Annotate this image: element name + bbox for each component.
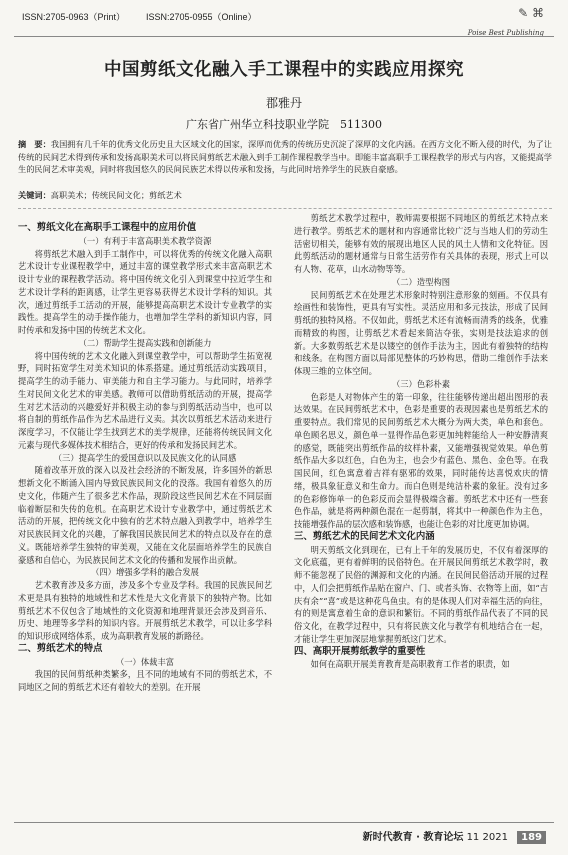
right-column	[294, 212, 548, 671]
article-title: 中国剪纸文化融入手工课程中的实践应用探究	[104, 60, 464, 80]
abstract-text: 我国拥有几千年的优秀文化历史且大区域文化的国家，深厚而优秀的传统历史沉淀了深厚的文化内涵。在西方文化不断入侵的时代，为了让传统的民间艺术得到传承和发扬高职美术可以将民间剪纸艺术融入到手工制作课程教学当中。即能丰富高职手工课程教学的形式与内容，又能提高学生的民间艺术审美观，同时将我国悠久的民间民族艺术得以传承和发扬，与此同时培养学生的民族自豪感。	[18, 139, 552, 175]
subsection-heading: （二）造型构图	[391, 276, 451, 287]
footer-rule	[14, 822, 554, 823]
abstract-label: 摘 要：	[18, 139, 51, 149]
body-paragraph: 将剪纸艺术融入到手工制作中，可以将优秀的传统文化融入高职艺术设计专业课程教学中，通过丰富的课堂教学形式来丰富高职艺术设计专业的课程教学活动。将中国传统文化引入到课堂中拉近学生和艺术设计学科的距离感，让学生更容易获得艺术设计学科的知识。其次，通过剪纸手工活动的开展，能够提高高职艺术设计专业教学的实践性。提高学生的动手操作能力，也增加学生学科的新知识内容，同时传承和发扬中国的传统艺术文化。	[18, 248, 272, 335]
keywords	[18, 190, 552, 201]
header-rule	[14, 36, 554, 37]
body-paragraph: 色彩是人对物体产生的第一印象，往往能够传递出超出图形的表达效果。在民间剪纸艺术中，色彩是重要的表现因素也是剪纸艺术的重要特点。我们常见的民间剪纸艺术大概分为两大类，单色和套色。单色顾名思义，颜色单一显得作品色彩更加纯粹能给人一种安静清爽的感觉，既能突出剪纸作品的纹样朴素，又能增强视觉效果。单色剪纸作品大多以红色，白色为主，也会少有蓝色、黑色、金色等。在我国民间，红色寓意着吉祥有驱邪的效果，同时能传达喜悦欢庆的情绪，极具象征意义和生命力。而白色则是纯洁朴素的象征。没有过多的色彩修饰单一的色彩反而会显得极端含蓄。剪纸艺术中还有一些套色作品，就是将两种颜色混在一起剪制，将其中一种颜色作为主色，技能增强作品的层次感和装饰感，也能让色彩的对比度更加协调。	[294, 391, 548, 529]
body-paragraph: 随着改革开放的深入以及社会经济的不断发展，许多国外的新思想新文化不断涌入国内导致民族民间文化的没落。我国有着悠久的历史文化，伟随产生了很多艺术作品，现阶段这些民间艺术在不同层面临着断层和失传的危机。在高职艺术设计专业教学中，通过剪纸艺术活动的开展，把传统文化中独有的艺术特点融入到教学中，培养学生对民族民间文化的兴趣，了解我国民族民间艺术的特点以及存在的意义。既能培养学生独特的审美观，又能在文化层面培养学生的民族自豪感和自信心，为民族民间艺术文化的传播和发展作出贡献。	[18, 465, 272, 565]
subsection-heading: （三）色彩朴素	[391, 378, 451, 389]
section-heading: 四、高职开展剪纸教学的重要性	[294, 645, 426, 657]
page-header	[14, 6, 554, 37]
subsection-heading: （一）有利于丰富高职美术教学资源	[78, 235, 212, 246]
issn-print: ISSN:2705-0963（Print）	[22, 12, 126, 22]
body-paragraph: 如何在高职开展美育教育是高职教育工作者的职责，如	[310, 659, 510, 670]
body-paragraph: 剪纸艺术教学过程中，教师需要根据不同地区的剪纸艺术特点来进行教学。剪纸艺术的题材和内容通常比较广泛与当地人们的劳动生活密切相关，能够有效的展现出地区人民的风土人情和文化特征。因此剪纸活动的题材通常与日常生活劳作有关具体的表现，形式上可以有人物、花草，山水动物等等。	[294, 213, 548, 274]
keywords-text: 高职美术；传统民间文化；剪纸艺术	[50, 190, 182, 200]
subsection-heading: （四）增强多学科的融合发展	[91, 567, 199, 578]
body-paragraph: 民间剪纸艺术在处理艺术形象时特别注意形象的刻画。不仅具有绘画性和装饰性，更具有写实性。灵活应用和多元技法，形成了民间剪纸的独特风格。不仅如此，剪纸艺术还有流畅而清秀的线条，优雅而精致的构图，让剪纸艺术看起来简洁夺张，实则是技法追求的创新。大多数剪纸艺术是以镂空的创作手法为主，因此有着独特的结构和线条。在构图方面以局部见整体的巧妙构思，借助二维创作手法来体现三维的立体空间。	[294, 289, 548, 376]
publisher-name: Poise Best Publishing	[467, 29, 544, 37]
body-paragraph: 将中国传统的艺术文化融入到课堂教学中，可以帮助学生拓宽视野，同时拓宽学生对美术知识的体系搭建。通过剪纸活动实践项目，提高学生的动手能力、审美能力和自主学习能力。与此同时，培养学生对民间文化艺术的审美感。教师可以借助剪纸活动的开展，提高学生对艺术活动的兴趣爱好并积极主动的参与到剪纸活动当中，也可以将自制的剪纸作品作为艺术品进行义卖。其次以剪纸艺术活动来进行深度学习，不仅能让学生找到艺术的美学规律，还能将传统民间文化元素与现代多媒体技术相结合，更好的传承和发扬民间艺术。	[18, 350, 272, 450]
body-paragraph: 我国的民间剪纸种类繁多，且不同的地域有不同的剪纸艺术，不同地区之间的剪纸艺术还有着较大的差别。在开展	[18, 669, 272, 692]
subsection-heading: （三）提高学生的爱国意识以及民族文化的认同感	[53, 452, 237, 463]
section-heading: 一、剪纸文化在高职手工课程中的应用价值	[18, 222, 197, 233]
body-paragraph: 艺术教育涉及多方面，涉及多个专业及学科。我国的民族民间艺术更是具有独特的地域性和艺术性是大文化背景下的独特产物。比如剪纸艺术不仅包含了地域性的文化资源和地理背景还会涉及到音乐、历史、地理等多学科的知识内容。开展剪纸艺术教学，可以让多学科的知识形成网络体系，成为高职教育发展的新路径。	[18, 580, 272, 641]
page-number: 189	[517, 831, 546, 844]
body-paragraph: 明天剪纸文化到现在，已有上千年的发展历史，不仅有着深厚的文化底蕴，更有着鲜明的民俗特色。在开展民间剪纸艺术教学时，教师不能忽视了民俗的渊源和文化的内涵。在民间民俗活动开展的过程中，人们会把剪纸作品贴在窗户、门、或者头饰、衣物等上面，如“吉庆有余”“喜”或是这种花鸟鱼虫。有的是体现人们对幸福生活的向往，有的则是寓意着生命的意识和繁衍。不同的剪纸作品代表了不同的民俗文化，在教学过程中，只有将民族文化与教学有机地结合在一起，才能让学生更加深层地掌握剪纸这门艺术。	[294, 544, 548, 644]
issue-year: 2021	[482, 832, 508, 843]
subsection-heading: （二）帮助学生提高实践和创新能力	[78, 337, 212, 348]
abstract	[18, 138, 552, 176]
section-heading: 三、剪纸艺术的民间艺术文化内涵	[294, 530, 435, 542]
left-column	[18, 222, 272, 694]
page-footer	[363, 828, 546, 844]
magazine-name: 新时代教育 · 教育论坛	[362, 832, 464, 843]
article-author: 郡雅丹	[265, 96, 302, 110]
keywords-label: 关键词：	[18, 190, 51, 200]
subsection-heading: （一）体裁丰富	[115, 656, 175, 667]
issue-number: 11	[466, 832, 480, 843]
author-affiliation: 广东省广州华立科技职业学院 511300	[186, 118, 382, 131]
issn-online: ISSN:2705-0955（Online）	[146, 12, 257, 22]
abstract-divider	[18, 208, 552, 209]
publisher-logo	[468, 6, 544, 39]
publisher-mark-icon: ✎ ⌘	[518, 6, 544, 20]
section-heading: 二、剪纸艺术的特点	[18, 642, 103, 654]
